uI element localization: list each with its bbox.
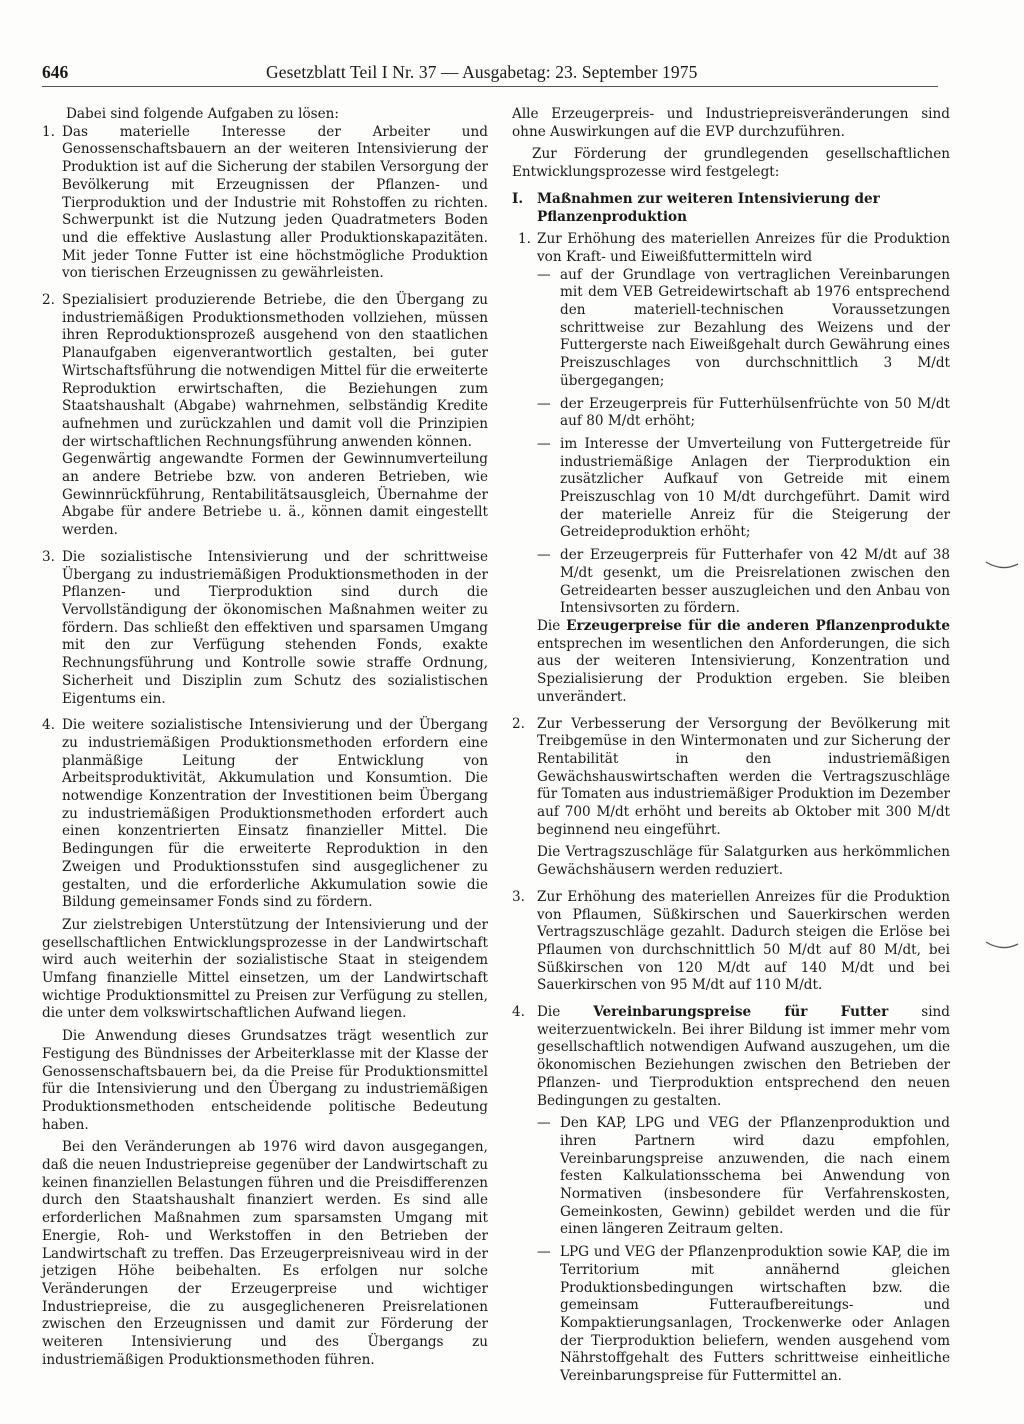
dash-mark: — — [537, 1115, 551, 1132]
dash-text: LPG und VEG der Pflanzenproduktion sowie KAP, die im Territorium mit annähernd gleichen Produktionsbedingungen wirtschaften bzw. die gemeinsam Futteraufbereitungs- und Kompaktierungsanlagen, Trockenwerke oder Anlagen der Tierproduktion beliefern, wenden ausgehend vom Nährstoffgehalt des Futters schrittweise einheitliche Vereinbarungspreise für Futtermittel an. — [560, 1244, 950, 1385]
item-text: Das materielle Interesse der Arbeiter und Genossenschaftsbauern an der weiteren Intensivierung der Produktion ist auf die Sicherung der stabilen Versorgung der Bevölkerung mit Erzeugnissen der Pflanzen- und Tierproduktion und der Industrie mit Rohstoffen zu richten. Schwerpunkt ist die Nutzung jeden Quadratmeters Boden und die effektive Auslastung aller Produktionskapazitäten. Mit jeder Tonne Futter ist eine höchstmögliche Produktion von tierischen Erzeugnissen zu gewährleisten. — [62, 123, 488, 282]
item-number: 1. — [42, 123, 55, 140]
section-number: I. — [512, 190, 524, 207]
dash-text: Den KAP, LPG und VEG der Pflanzenproduktion und ihren Partnern wird dazu empfohlen, Vereinbarungspreise anzuwenden, die nach einem festen Kalkulationsschema bei Anwendung von Normativen (insbesondere für Verfahrenskosten, Gemeinkosten, Gewinn) gebildet werden und die für einen längeren Zeitraum gelten. — [560, 1115, 950, 1238]
closing-prefix: Die — [537, 617, 567, 634]
dash-text: der Erzeugerpreis für Futterhülsenfrüchte von 50 M/dt auf 80 M/dt erhöht; — [560, 395, 950, 430]
closing-rest: entsprechen im wesentlichen den Anforderungen, die sich aus der weiteren Intensivierung, Konzentration und Spezialisierung der Produktion ergeben. Sie bleiben unverändert. — [537, 635, 950, 705]
list-item — [512, 1004, 950, 1110]
dash-mark: — — [537, 547, 551, 564]
item-number: 3. — [512, 888, 525, 905]
item-text: Die weitere sozialistische Intensivierung und der Übergang zu industriemäßigen Produktionsmethoden erfordern eine planmäßige Leitung der Entwicklung von Arbeitsproduktivität, Akkumulation und Konsumtion. Die notwendige Konzentration der Investitionen beim Übergang zu industriemäßigen Produktionsmethoden erfordert auch einen konzentrierten Einsatz finanzieller Mittel. Die Bedingungen für die erweiterte Reproduktion in den Zweigen und Produktionsstufen sind ausgeglichener zu gestalten, und die erforderliche Akkumulation sowie die Bildung gemeinsamer Fonds sind zu fördern. — [62, 717, 488, 911]
page-header — [42, 62, 938, 84]
list-item — [42, 292, 488, 451]
item-continuation: Gegenwärtig angewandte Formen der Gewinnumverteilung an andere Betriebe bzw. von anderen Betrieben, wie Gewinnrückführung, Rentabilitätsausgleich, Übernahme der Abgabe für andere Betriebe u. ä., können damit eingestellt werden. — [62, 451, 488, 539]
list-item — [42, 549, 488, 708]
list-item — [512, 231, 950, 266]
section-heading — [512, 191, 950, 226]
list-item — [42, 717, 488, 912]
item-text: Die sozialistische Intensivierung und der schrittweise Übergang zu industriemäßigen Produktionsmethoden in der Pflanzen- und Tierproduktion sind durch die Vervollständigung der ökonomischen Maßnahmen weiter zu fördern. Das schließt den effektiven und sparsamen Umgang mit den zur Verfügung stehenden Fonds, exakte Rechnungsführung und Kontrolle sowie straffe Ordnung, Sicherheit und Disziplin zum Schutz des sozialistischen Eigentums ein. — [62, 548, 488, 707]
scan-margin-mark — [984, 558, 1020, 572]
dash-mark: — — [537, 395, 551, 412]
dash-mark: — — [537, 435, 551, 452]
paragraph: Alle Erzeugerpreis- und Industriepreisveränderungen sind ohne Auswirkungen auf die EVP durchzuführen. — [512, 106, 950, 140]
dash-item — [512, 396, 950, 431]
dash-text: im Interesse der Umverteilung von Futtergetreide für industriemäßige Anlagen der Tierproduktion ein zusätzlicher Aufkauf von Getreide mit einem Preiszuschlag von 10 M/dt durchgeführt. Damit wird der materielle Anreiz für die Steigerung der Getreideproduktion erhöht; — [560, 435, 950, 541]
dash-mark: — — [537, 266, 551, 283]
section-title: Maßnahmen zur weiteren Intensivierung der Pflanzenproduktion — [537, 190, 880, 225]
item-text-prefix: Die — [537, 1004, 594, 1021]
list-item — [512, 889, 950, 995]
dash-item — [512, 436, 950, 542]
list-item — [512, 716, 950, 840]
item-number: 4. — [512, 1004, 525, 1021]
header-rule — [42, 86, 938, 87]
paragraph: Zur zielstrebigen Unterstützung der Intensivierung und der gesellschaftlichen Entwicklungsprozesse in der Landwirtschaft wird auch weiterhin der sozialistische Staat in steigendem Umfang finanzielle Mittel einsetzen, um der Landwirtschaft wichtige Produktionsmittel zu Preisen zur Verfügung zu stellen, die unter dem volkswirtschaftlichen Aufwand liegen. — [42, 916, 488, 1022]
dash-text: der Erzeugerpreis für Futterhafer von 42 M/dt auf 38 M/dt gesenkt, um die Preisrelationen zwischen den Getreidearten besser auszugleichen und den Anbau von Intensivsorten zu fördern. — [560, 547, 950, 617]
item-number: 3. — [42, 548, 55, 565]
item-text: Zur Erhöhung des materiellen Anreizes für die Produktion von Kraft- und Eiweißfuttermitteln wird — [537, 231, 950, 265]
right-column — [512, 106, 950, 1386]
item-number: 2. — [42, 292, 55, 309]
left-column — [42, 106, 488, 1370]
paragraph: Die Anwendung dieses Grundsatzes trägt wesentlich zur Festigung des Bündnisses der Arbeiterklasse mit der Klasse der Genossenschaftsbauern bei, da die Preise für Produktionsmittel für die Intensivierung und den Übergang zu industriemäßigen Produktionsmethoden entscheidende politische Bedeutung haben. — [42, 1028, 488, 1133]
intro-text: Dabei sind folgende Aufgaben zu lösen: — [66, 106, 340, 122]
item-text: Zur Erhöhung des materiellen Anreizes für die Produktion von Pflaumen, Süßkirschen und Sauerkirschen werden Vertragszuschläge gezahlt. Dadurch steigen die Erlöse bei Pflaumen von durchschnittlich 50 M/dt auf 80 M/dt, bei Süßkirschen von 120 M/dt auf 140 M/dt und bei Sauerkirschen von 95 M/dt auf 110 M/dt. — [537, 888, 950, 994]
item-number: 1. — [518, 231, 531, 248]
dash-mark: — — [537, 1244, 551, 1261]
scan-margin-mark — [984, 938, 1020, 952]
item-number: 2. — [512, 715, 525, 732]
item-text: Spezialisiert produzierende Betriebe, die den Übergang zu industriemäßigen Produktionsmethoden vollziehen, müssen ihren Reproduktionsprozeß ausgehend von den staatlichen Planaufgaben eigenverantwortlich gestalten, bei guter Wirtschaftsführung die notwendigen Mittel für die erweiterte Reproduktion erwirtschaften, die Beziehungen zum Staatshaushalt (Abgabe) wahrnehmen, selbständig Kredite aufnehmen und zurückzahlen und damit voll die Prinzipien der wirtschaftlichen Rechnungsführung anwenden können. — [62, 292, 488, 450]
dash-item — [512, 1115, 950, 1239]
dash-item — [512, 267, 950, 391]
page-title: Gesetzblatt Teil I Nr. 37 — Ausgabetag: 23. September 1975 — [266, 62, 698, 82]
item-text: Zur Verbesserung der Versorgung der Bevölkerung mit Treibgemüse in den Wintermonaten und zur Sicherung der Rentabilität in den industriemäßigen Gewächshauswirtschaften werden die Vertragszuschläge für Tomaten aus industriemäßiger Produktion im Dezember auf 700 M/dt erhöht und bereits ab Oktober mit 300 M/dt beginnend neu eingeführt. — [537, 715, 950, 838]
page-number: 646 — [42, 62, 69, 82]
item-text-bold: Vereinbarungspreise für Futter — [593, 1004, 889, 1021]
item-continuation: Die Vertragszuschläge für Salatgurken aus herkömmlichen Gewächshäusern werden reduziert. — [537, 844, 950, 879]
dash-item — [512, 1244, 950, 1386]
closing-bold: Erzeugerpreise für die anderen Pflanzenprodukte — [566, 617, 950, 634]
item-text: sind weiterzuentwickeln. Bei ihrer Bildung ist immer mehr vom gesellschaftlich notwendigen Aufwand auszugehen, um die ökonomischen Beziehungen zwischen den Betrieben der Pflanzen- und Tierproduktion entsprechend den neuen Bedingungen zu gestalten. — [537, 1004, 950, 1109]
item-continuation — [512, 618, 950, 707]
list-item — [42, 124, 488, 283]
item-number: 4. — [42, 717, 55, 734]
dash-text: auf der Grundlage von vertraglichen Vereinbarungen mit dem VEB Getreidewirtschaft ab 1976 entsprechend den materiell-technischen Voraussetzungen schrittweise zur Bezahlung des Weizens und der Futtergerste nach Eiweißgehalt durch Gewährung eines Preiszuschlages von durchschnittlich 3 M/dt übergegangen; — [560, 266, 950, 389]
paragraph: Zur Förderung der grundlegenden gesellschaftlichen Entwicklungsprozesse wird festgelegt: — [512, 146, 950, 181]
paragraph: Bei den Veränderungen ab 1976 wird davon ausgegangen, daß die neuen Industriepreise gegenüber der Landwirtschaft zu keinen finanziellen Belastungen führen und die Preisdifferenzen durch den Staatshaushalt finanziert werden. Es sind alle erforderlichen Maßnahmen zum sparsamsten Umgang mit Energie, Roh- und Werkstoffen in den Betrieben der Landwirtschaft zu treffen. Das Erzeugerpreisniveau wird in der jetzigen Höhe beibehalten. Es erfolgen nur solche Veränderungen der Erzeugerpreise und wichtiger Industriepreise, die zu ausgeglicheneren Preisrelationen zwischen den Erzeugnissen und damit zur Förderung der weiteren Intensivierung und des Übergangs zu industriemäßigen Produktionsmethoden führen. — [42, 1139, 488, 1368]
dash-item — [512, 547, 950, 618]
